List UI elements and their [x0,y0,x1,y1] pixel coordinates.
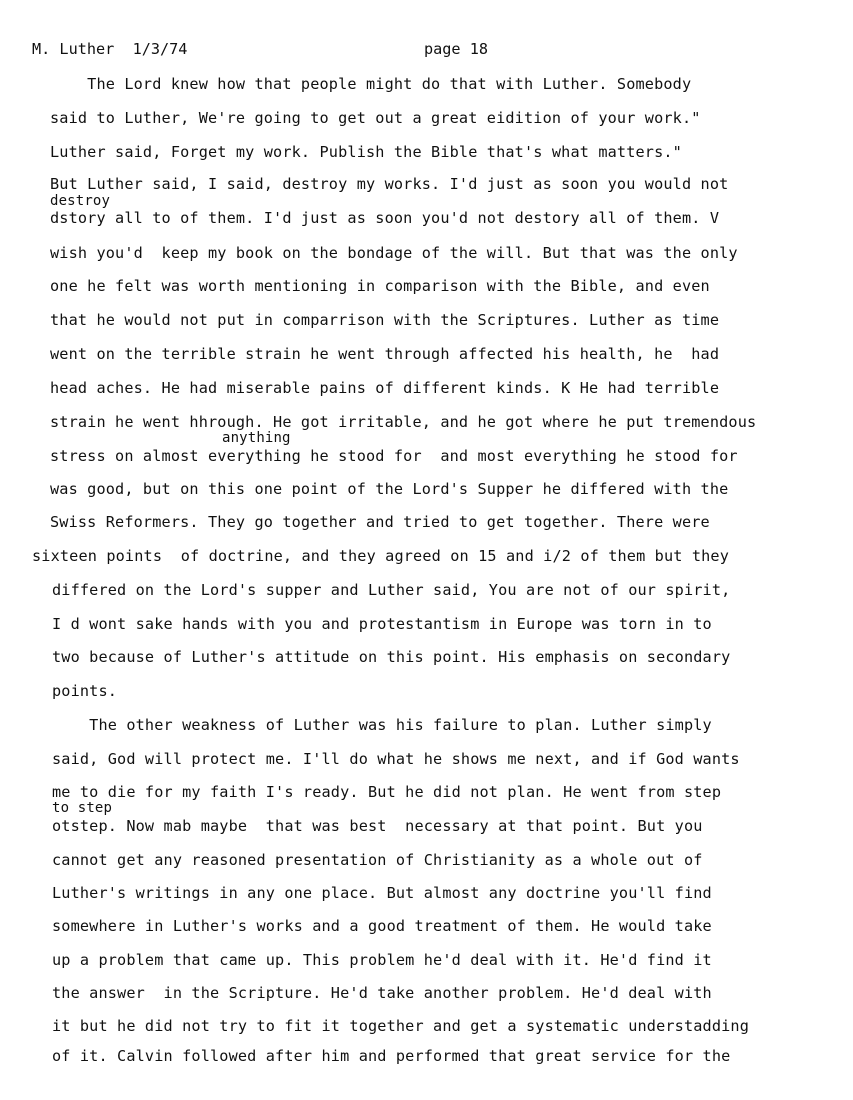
text-line: the answer in the Scripture. He'd take another problem. He'd deal with [52,984,712,1002]
text-line: one he felt was worth mentioning in comparison with the Bible, and even [50,277,710,295]
text-line: cannot get any reasoned presentation of Christianity as a whole out of [52,851,703,869]
header-author-date: M. Luther 1/3/74 [32,40,188,58]
text-line: wish you'd keep my book on the bondage of the will. But that was the only [50,244,738,262]
text-line: said to Luther, We're going to get out a great eidition of your work." [50,109,701,127]
text-line: points. [52,682,118,700]
text-line: of it. Calvin followed after him and performed that great service for the [52,1047,731,1065]
text-line: that he would not put in comparrison with the Scriptures. Luther as time [50,311,720,329]
text-line: it but he did not try to fit it together and get a systematic understadding [52,1017,750,1035]
text-line: went on the terrible strain he went through affected his health, he had [50,345,720,363]
handwritten-insertion: anything [222,430,291,446]
text-line: stress on almost everything he stood for and most everything he stood for [50,447,738,465]
text-line: head aches. He had miserable pains of different kinds. K He had terrible [50,379,720,397]
text-line: The other weakness of Luther was his failure to plan. Luther simply [52,716,712,734]
text-line: somewhere in Luther's works and a good treatment of them. He would take [52,917,712,935]
text-line: I d wont sake hands with you and protestantism in Europe was torn in to [52,615,712,633]
handwritten-insertion: destroy [50,193,111,209]
handwritten-insertion: to step [52,800,113,816]
text-line: otstep. Now mab maybe that was best necessary at that point. But you [52,817,703,835]
text-line: said, God will protect me. I'll do what he shows me next, and if God wants [52,750,740,768]
header-page-number: page 18 [424,40,489,58]
text-line: two because of Luther's attitude on this point. His emphasis on secondary [52,648,731,666]
text-line: me to die for my faith I's ready. But he did not plan. He went from step [52,783,722,801]
text-line: up a problem that came up. This problem he'd deal with it. He'd find it [52,951,712,969]
text-line: The Lord knew how that people might do that with Luther. Somebody [50,75,692,93]
text-line: was good, but on this one point of the Lord's Supper he differed with the [50,480,729,498]
text-line: Luther said, Forget my work. Publish the Bible that's what matters." [50,143,682,161]
text-line: But Luther said, I said, destroy my works. I'd just as soon you would not [50,175,729,193]
text-line: sixteen points of doctrine, and they agreed on 15 and i/2 of them but they [32,547,730,565]
text-line: dstory all to of them. I'd just as soon you'd not destory all of them. V [50,209,720,227]
text-line: strain he went hhrough. He got irritable, and he got where he put tremendous [50,413,757,431]
text-line: Luther's writings in any one place. But almost any doctrine you'll find [52,884,712,902]
text-line: differed on the Lord's supper and Luther said, You are not of our spirit, [52,581,731,599]
text-line: Swiss Reformers. They go together and tried to get together. There were [50,513,710,531]
